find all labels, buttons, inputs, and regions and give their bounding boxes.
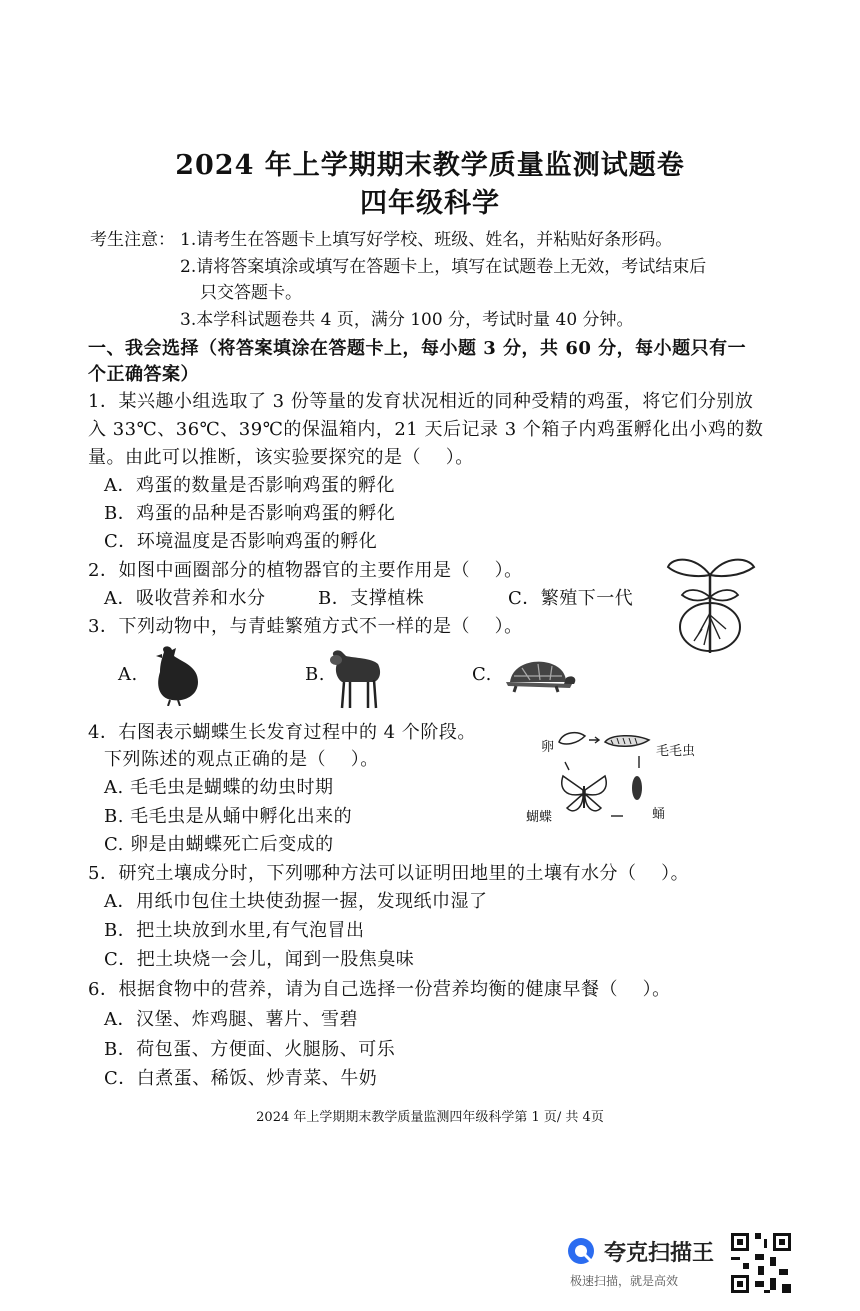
label-egg: 卵 — [541, 740, 555, 755]
label-pupa: 蛹 — [652, 807, 666, 822]
sheep-icon — [326, 646, 384, 710]
q1-option-a: A．鸡蛋的数量是否影响鸡蛋的孵化 — [104, 475, 395, 496]
q1-stem: 1．某兴趣小组选取了 3 份等量的发育状况相近的同种受精的鸡蛋，将它们分别放 — [88, 391, 754, 412]
q6-option-a: A．汉堡、炸鸡腿、薯片、雪碧 — [104, 1009, 358, 1030]
notice-label: 考生注意： — [90, 230, 175, 250]
page-footer: 2024 年上学期期末教学质量监测四年级科学第 1 页/ 共 4页 — [256, 1110, 604, 1125]
notice-item: 3.本学科试题卷共 4 页，满分 100 分，考试时量 40 分钟。 — [180, 310, 634, 330]
q4-option-a: A. 毛毛虫是蝴蝶的幼虫时期 — [104, 777, 334, 798]
label-caterpillar: 毛毛虫 — [656, 744, 696, 759]
plant-root-figure — [660, 545, 760, 655]
q5-option-c: C．把土块烧一会儿，闻到一股焦臭味 — [104, 949, 415, 970]
quark-logo-icon — [566, 1236, 596, 1266]
q3-option-c-label: C. — [472, 664, 492, 685]
q3-option-b-label: B. — [305, 664, 325, 685]
watermark-brand: 夸克扫描王 — [604, 1241, 715, 1266]
turtle-icon — [500, 656, 578, 694]
section-heading-cont: 个正确答案） — [88, 364, 199, 385]
q2-stem: 2．如图中画圈部分的植物器官的主要作用是（ ）。 — [88, 560, 523, 581]
section-heading: 一、我会选择（将答案填涂在答题卡上，每小题 3 分，共 60 分，每小题只有一 — [88, 338, 747, 359]
watermark-slogan: 极速扫描，就是高效 — [570, 1274, 679, 1288]
q1-stem: 入 33℃、36℃、39℃的保温箱内，21 天后记录 3 个箱子内鸡蛋孵化出小鸡的数 — [88, 419, 764, 440]
q4-stem: 下列陈述的观点正确的是（ ）。 — [104, 749, 379, 770]
q2-option-b: B．支撑植株 — [318, 588, 425, 609]
q4-option-c: C. 卵是由蝴蝶死亡后变成的 — [104, 834, 334, 855]
q4-option-b: B. 毛毛虫是从蛹中孵化出来的 — [104, 806, 353, 827]
q6-option-b: B．荷包蛋、方便面、火腿肠、可乐 — [104, 1039, 396, 1060]
q3-option-a-label: A. — [118, 664, 138, 685]
q1-option-b: B．鸡蛋的品种是否影响鸡蛋的孵化 — [104, 503, 396, 524]
label-butterfly: 蝴蝶 — [526, 810, 553, 825]
q1-option-c: C．环境温度是否影响鸡蛋的孵化 — [104, 531, 378, 552]
exam-subtitle: 四年级科学 — [360, 188, 500, 219]
hen-icon — [150, 644, 202, 706]
notice-item: 2.请将答案填涂或填写在答题卡上，填写在试题卷上无效，考试结束后 — [180, 257, 707, 277]
q4-stem: 4．右图表示蝴蝶生长发育过程中的 4 个阶段。 — [88, 722, 476, 743]
qr-code-icon — [728, 1230, 794, 1296]
notice-item: 1.请考生在答题卡上填写好学校、班级、姓名，并粘贴好条形码。 — [180, 230, 673, 250]
exam-title: 2024 年上学期期末教学质量监测试题卷 — [175, 150, 685, 181]
q3-stem: 3．下列动物中，与青蛙繁殖方式不一样的是（ ）。 — [88, 616, 523, 637]
q1-stem: 量。由此可以推断，该实验要探究的是（ ）。 — [88, 447, 474, 468]
notice-item: 只交答题卡。 — [200, 283, 302, 303]
butterfly-lifecycle-figure — [555, 728, 655, 824]
q5-stem: 5．研究土壤成分时，下列哪种方法可以证明田地里的土壤有水分（ ）。 — [88, 863, 690, 884]
q2-option-a: A．吸收营养和水分 — [104, 588, 266, 609]
q2-option-c: C．繁殖下一代 — [508, 588, 634, 609]
q5-option-b: B．把土块放到水里,有气泡冒出 — [104, 920, 365, 941]
q6-stem: 6．根据食物中的营养，请为自己选择一份营养均衡的健康早餐（ ）。 — [88, 979, 671, 1000]
q6-option-c: C．白煮蛋、稀饭、炒青菜、牛奶 — [104, 1068, 378, 1089]
q5-option-a: A．用纸巾包住土块使劲握一握，发现纸巾湿了 — [104, 891, 488, 912]
